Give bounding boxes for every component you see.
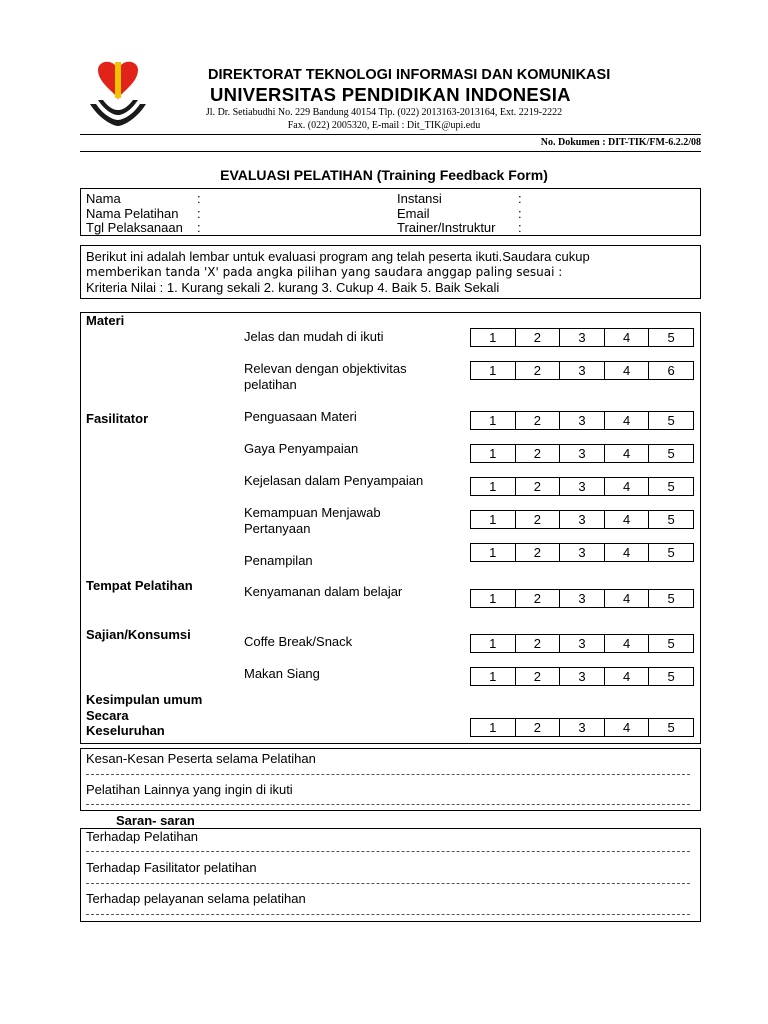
rating-option[interactable]: 2 — [516, 329, 561, 346]
suggestion-facilitator-label: Terhadap Fasilitator pelatihan — [86, 860, 257, 875]
rating-scale-gaya[interactable] — [470, 444, 694, 463]
rating-option[interactable]: 3 — [560, 445, 605, 462]
rating-option[interactable]: 2 — [516, 719, 561, 736]
category-sajian-konsumsi: Sajian/Konsumsi — [86, 627, 191, 642]
instructions-line1: Berikut ini adalah lembar untuk evaluasi program ang telah peserta ikuti.Saudara cukup — [86, 249, 590, 264]
item-label: Kenyamanan dalam belajar — [244, 584, 403, 599]
rating-option[interactable]: 3 — [560, 329, 605, 346]
rating-option[interactable]: 5 — [667, 479, 675, 494]
rating-scale-makan-siang[interactable] — [470, 667, 694, 686]
rating-option[interactable]: 5 — [667, 512, 675, 527]
rating-option[interactable]: 4 — [605, 362, 650, 379]
rating-option[interactable]: 5 — [667, 413, 675, 428]
item-label: Coffe Break/Snack — [244, 634, 353, 649]
rating-option[interactable]: 3 — [560, 362, 605, 379]
rating-option[interactable]: 2 — [516, 635, 561, 652]
rating-option[interactable]: 1 — [471, 544, 516, 561]
impressions-label: Kesan-Kesan Peserta selama Pelatihan — [86, 751, 316, 766]
rating-option[interactable]: 2 — [516, 445, 561, 462]
rating-option[interactable]: 4 — [605, 719, 650, 736]
identity-email-label: Email — [397, 206, 430, 221]
identity-nama-colon: : — [197, 191, 201, 206]
identity-tgl-label: Tgl Pelaksanaan — [86, 220, 183, 235]
rating-option[interactable]: 3 — [560, 668, 605, 685]
rating-option[interactable]: 1 — [471, 445, 516, 462]
item-label: Kemampuan Menjawab Pertanyaan — [244, 505, 381, 536]
suggestion-service-answer-line[interactable] — [86, 914, 690, 915]
rating-option[interactable]: 1 — [471, 719, 516, 736]
rating-scale-kemampuan[interactable] — [470, 510, 694, 529]
impressions-answer-line[interactable] — [86, 774, 690, 775]
rating-option[interactable]: 2 — [516, 590, 561, 607]
identity-nama-label: Nama — [86, 191, 121, 206]
rating-option[interactable]: 1 — [471, 329, 516, 346]
rating-option[interactable]: 3 — [560, 511, 605, 528]
category-kesimpulan-3: Keseluruhan — [86, 723, 165, 738]
header-org: DIREKTORAT TEKNOLOGI INFORMASI DAN KOMUNIKASI — [208, 67, 611, 83]
rating-option[interactable]: 5 — [667, 545, 675, 560]
rating-option[interactable]: 5 — [667, 720, 675, 735]
item-label: Gaya Penyampaian — [244, 441, 359, 456]
suggestion-training-answer-line[interactable] — [86, 851, 690, 852]
item-label: Relevan dengan objektivitas pelatihan — [244, 361, 407, 392]
instructions-line2: memberikan tanda 'X' pada angka pilihan yang saudara anggap paling sesuai : — [86, 265, 563, 279]
rating-option[interactable]: 2 — [516, 362, 561, 379]
instructions-criteria: Kriteria Nilai : 1. Kurang sekali 2. kurang 3. Cukup 4. Baik 5. Baik Sekali — [86, 280, 500, 295]
rating-option[interactable]: 1 — [471, 668, 516, 685]
other-training-answer-line[interactable] — [86, 804, 690, 805]
rating-option[interactable]: 5 — [667, 669, 675, 684]
rating-option[interactable]: 4 — [605, 590, 650, 607]
rating-scale-kejelasan[interactable] — [470, 477, 694, 496]
identity-email-colon: : — [518, 206, 522, 221]
rating-option[interactable]: 2 — [516, 412, 561, 429]
item-label: Jelas dan mudah di ikuti — [244, 329, 384, 344]
rating-option[interactable]: 3 — [560, 719, 605, 736]
rating-scale-jelas[interactable] — [470, 328, 694, 347]
suggestions-title: Saran- saran — [116, 813, 195, 828]
header-rule — [80, 134, 701, 135]
rating-option[interactable]: 2 — [516, 544, 561, 561]
suggestion-training-label: Terhadap Pelatihan — [86, 829, 199, 844]
rating-option[interactable]: 6 — [667, 363, 675, 378]
item-label: Penguasaan Materi — [244, 409, 357, 424]
rating-option[interactable]: 4 — [605, 445, 650, 462]
rating-scale-relevan[interactable] — [470, 361, 694, 380]
header-university: UNIVERSITAS PENDIDIKAN INDONESIA — [210, 84, 571, 105]
rating-scale-kesimpulan[interactable] — [470, 718, 694, 737]
rating-scale-coffee-break[interactable] — [470, 634, 694, 653]
rating-option[interactable]: 2 — [516, 478, 561, 495]
rating-option[interactable]: 4 — [605, 668, 650, 685]
item-label: Makan Siang — [244, 666, 320, 681]
rating-option[interactable]: 4 — [605, 478, 650, 495]
rating-option[interactable]: 1 — [471, 590, 516, 607]
category-materi: Materi — [86, 313, 125, 328]
rating-option[interactable]: 4 — [605, 544, 650, 561]
identity-tgl-colon: : — [197, 220, 201, 235]
category-tempat-pelatihan: Tempat Pelatihan — [86, 578, 193, 593]
rating-option[interactable]: 4 — [605, 511, 650, 528]
item-label: Kejelasan dalam Penyampaian — [244, 473, 424, 488]
suggestion-service-label: Terhadap pelayanan selama pelatihan — [86, 891, 306, 906]
rating-option[interactable]: 3 — [560, 478, 605, 495]
rating-scale-penampilan[interactable] — [470, 543, 694, 562]
rating-scale-kenyamanan[interactable] — [470, 589, 694, 608]
identity-nama-pelatihan-label: Nama Pelatihan — [86, 206, 179, 221]
logo-yellow-flame — [115, 62, 121, 98]
category-fasilitator: Fasilitator — [86, 411, 149, 426]
identity-instansi-label: Instansi — [397, 191, 442, 206]
rating-option[interactable]: 2 — [516, 668, 561, 685]
rating-option[interactable]: 5 — [667, 330, 675, 345]
rating-option[interactable]: 3 — [560, 544, 605, 561]
identity-nama-pelatihan-colon: : — [197, 206, 201, 221]
rating-option[interactable]: 1 — [471, 511, 516, 528]
identity-trainer-colon: : — [518, 220, 522, 235]
rating-option[interactable]: 4 — [605, 329, 650, 346]
category-kesimpulan-1: Kesimpulan umum — [86, 692, 203, 707]
rating-scale-penguasaan[interactable] — [470, 411, 694, 430]
rating-option[interactable]: 1 — [471, 478, 516, 495]
rating-option[interactable]: 5 — [667, 636, 675, 651]
suggestion-facilitator-answer-line[interactable] — [86, 883, 690, 884]
other-training-label: Pelatihan Lainnya yang ingin di ikuti — [86, 782, 293, 797]
header-address-line1: Jl. Dr. Setiabudhi No. 229 Bandung 40154 Tlp. (022) 2013163-2013164, Ext. 2219-2222 — [205, 107, 563, 118]
header-rule-bottom — [80, 151, 701, 152]
rating-option[interactable]: 5 — [667, 591, 675, 606]
header-address-line2: Fax. (022) 2005320, E-mail : Dit_TIK@upi.edu — [287, 120, 481, 131]
item-label: Penampilan — [244, 553, 313, 568]
rating-option[interactable]: 3 — [560, 635, 605, 652]
rating-option[interactable]: 4 — [605, 412, 650, 429]
rating-option[interactable]: 1 — [471, 362, 516, 379]
rating-option[interactable]: 1 — [471, 412, 516, 429]
rating-option[interactable]: 5 — [667, 446, 675, 461]
rating-option[interactable]: 3 — [560, 412, 605, 429]
rating-option[interactable]: 2 — [516, 511, 561, 528]
rating-option[interactable]: 1 — [471, 635, 516, 652]
doc-number: No. Dokumen : DIT-TIK/FM-6.2.2/08 — [540, 137, 701, 148]
identity-trainer-label: Trainer/Instruktur — [397, 220, 496, 235]
form-title: EVALUASI PELATIHAN (Training Feedback Form) — [220, 167, 548, 183]
identity-instansi-colon: : — [518, 191, 522, 206]
rating-option[interactable]: 4 — [605, 635, 650, 652]
category-kesimpulan-2: Secara — [86, 708, 129, 723]
rating-option[interactable]: 3 — [560, 590, 605, 607]
